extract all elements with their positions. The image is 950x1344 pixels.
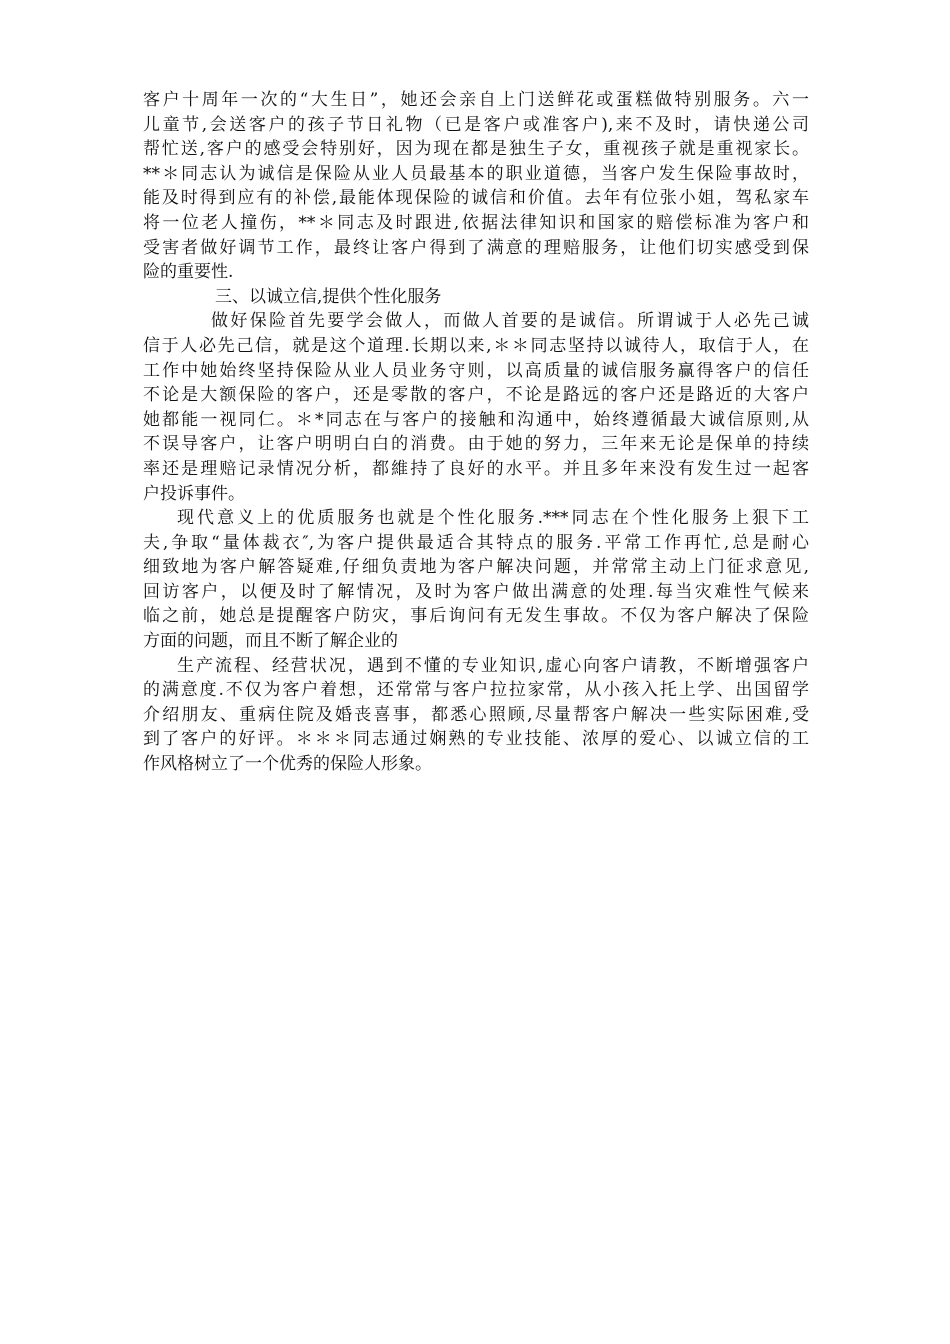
text-line: 户投诉事件。	[143, 483, 245, 504]
text-line: 做好保险首先要学会做人，而做人首要的是诚信。所谓诚于人必先己诚	[211, 311, 809, 332]
text-line: 工作中她始终坚持保险从业人员业务守则，以高质量的诚信服务赢得客户的信任	[143, 360, 809, 381]
paragraph-personalized-service	[143, 506, 809, 654]
text-line: 的满意度.不仅为客户着想，还常常与客户拉拉家常，从小孩入托上学、出国留学	[143, 680, 809, 701]
document-page	[143, 88, 809, 777]
paragraph-integrity	[143, 309, 809, 506]
text-line: 细致地为客户解答疑难,仔细负责地为客户解决问题，并常常主动上门征求意见,	[143, 557, 809, 578]
text-line: 现代意义上的优质服务也就是个性化服务.***同志在个性化服务上狠下工	[177, 508, 809, 529]
text-line: 儿童节,会送客户的孩子节日礼物（已是客户或准客户),来不及时，请快递公司	[143, 114, 809, 135]
text-line: 受害者做好调节工作，最终让客户得到了满意的理赔服务，让他们切实感受到保	[143, 237, 809, 258]
section-heading-text: 三、以诚立信,提供个性化服务	[215, 286, 442, 307]
text-line: 险的重要性.	[143, 262, 234, 283]
text-line: 回访客户，以便及时了解情况，及时为客户做出满意的处理.每当灾难性气候来	[143, 581, 809, 602]
text-line: 介绍朋友、重病住院及婚丧喜事，都悉心照顾,尽量帮客户解决一些实际困难,受	[143, 704, 809, 725]
section-heading	[143, 285, 809, 310]
text-line: 不误导客户，让客户明明白白的消费。由于她的努力，三年来无论是保单的持续	[143, 434, 809, 455]
text-line: 作风格树立了一个优秀的保险人形象。	[143, 754, 432, 775]
paragraph-service-care	[143, 88, 809, 285]
text-line: 方面的问题，而且不断了解企业的	[143, 631, 398, 652]
text-line: 临之前，她总是提醒客户防灾，事后询问有无发生事故。不仅为客户解决了保险	[143, 606, 809, 627]
text-line: **＊同志认为诚信是保险从业人员最基本的职业道德，当客户发生保险事故时，	[143, 163, 809, 184]
text-line: 生产流程、经营状况，遇到不懂的专业知识,虚心向客户请教，不断增强客户	[177, 655, 809, 676]
text-line: 夫,争取“量体裁衣″,为客户提供最适合其特点的服务.平常工作再忙,总是耐心	[143, 532, 809, 553]
text-line: 到了客户的好评。＊＊＊同志通过娴熟的专业技能、浓厚的爱心、以诚立信的工	[143, 729, 809, 750]
text-line: 率还是理赔记录情况分析，都維持了良好的水平。并且多年来没有发生过一起客	[143, 458, 809, 479]
text-line: 能及时得到应有的补偿,最能体现保险的诚信和价值。去年有位张小姐，驾私家车	[143, 188, 809, 209]
text-line: 信于人必先己信，就是这个道理.长期以来,＊＊同志坚持以诚待人，取信于人，在	[143, 335, 809, 356]
text-line: 帮忙送,客户的感受会特别好，因为现在都是独生子女，重视孩子就是重视家长。	[143, 139, 809, 160]
paragraph-conclusion	[143, 654, 809, 777]
text-line: 将一位老人撞伤，**＊同志及时跟进,依据法律知识和国家的赔偿标准为客户和	[143, 212, 809, 233]
text-line: 客户十周年一次的“大生日”，她还会亲自上门送鲜花或蛋糕做特别服务。六一	[143, 90, 809, 110]
text-line: 她都能一视同仁。＊*同志在与客户的接触和沟通中，始终遵循最大诚信原则,从	[143, 409, 809, 430]
text-line: 不论是大额保险的客户，还是零散的客户，不论是路远的客户还是路近的大客户	[143, 385, 809, 406]
